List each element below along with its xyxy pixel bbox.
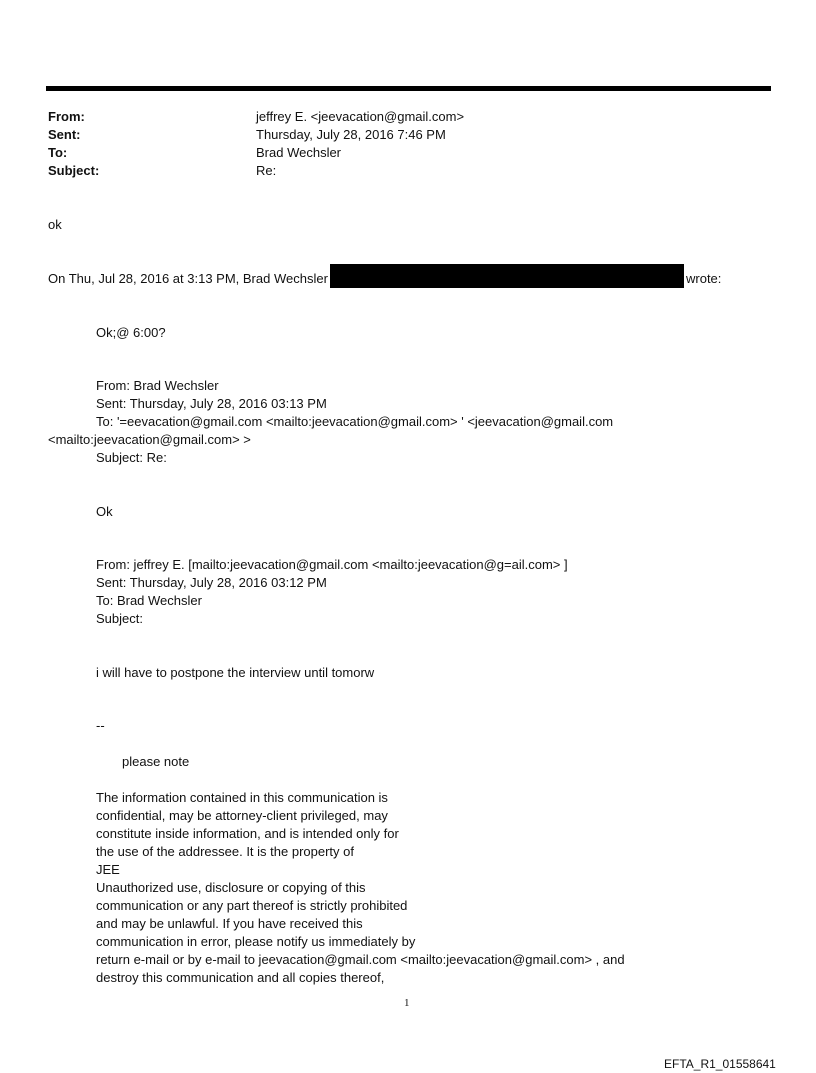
quoted-message-1: Ok;@ 6:00? [96, 325, 166, 340]
disclaimer-line: The information contained in this communication is [96, 790, 388, 805]
signature-separator: -- [96, 718, 105, 733]
sent-label: Sent: [48, 127, 81, 142]
sent-value: Thursday, July 28, 2016 7:46 PM [256, 127, 446, 142]
disclaimer-line: communication or any part thereof is strictly prohibited [96, 898, 408, 913]
from-label: From: [48, 109, 85, 124]
disclaimer-line: Unauthorized use, disclosure or copying of this [96, 880, 366, 895]
document-id: EFTA_R1_01558641 [664, 1057, 776, 1071]
disclaimer-line: destroy this communication and all copies thereof, [96, 970, 385, 985]
reply-text: ok [48, 217, 62, 232]
q3-from: From: jeffrey E. [mailto:jeevacation@gmail.com <mailto:jeevacation@g=ail.com> ] [96, 557, 568, 572]
q2-to-continued: <mailto:jeevacation@gmail.com> > [48, 432, 251, 447]
quote-intro: On Thu, Jul 28, 2016 at 3:13 PM, Brad Wechsler [48, 271, 328, 286]
quote-intro-wrote: wrote: [686, 271, 722, 286]
q3-to: To: Brad Wechsler [96, 593, 202, 608]
disclaimer-line: return e-mail or by e-mail to jeevacation@gmail.com <mailto:jeevacation@gmail.com> , and [96, 952, 625, 967]
q3-sent: Sent: Thursday, July 28, 2016 03:12 PM [96, 575, 327, 590]
from-value: jeffrey E. <jeevacation@gmail.com> [256, 109, 465, 124]
disclaimer-line: communication in error, please notify us immediately by [96, 934, 416, 949]
disclaimer-line: confidential, may be attorney-client privileged, may [96, 808, 388, 823]
disclaimer-line: JEE [96, 862, 120, 877]
signature-note: please note [122, 754, 190, 769]
q2-to: To: '=eevacation@gmail.com <mailto:jeevacation@gmail.com> ' <jeevacation@gmail.com [96, 414, 614, 429]
quoted-message-3: i will have to postpone the interview until tomorw [96, 665, 375, 680]
q3-subject: Subject: [96, 611, 143, 626]
to-value: Brad Wechsler [256, 145, 342, 160]
disclaimer-line: the use of the addressee. It is the property of [96, 844, 354, 859]
q2-subject: Subject: Re: [96, 450, 167, 465]
page-number: 1 [404, 997, 410, 1009]
q2-from: From: Brad Wechsler [96, 378, 219, 393]
redaction-box [330, 264, 684, 288]
header-rule [46, 86, 771, 91]
q2-sent: Sent: Thursday, July 28, 2016 03:13 PM [96, 396, 327, 411]
subject-label: Subject: [48, 163, 100, 178]
disclaimer-line: constitute inside information, and is intended only for [96, 826, 399, 841]
subject-value: Re: [256, 163, 277, 178]
to-label: To: [48, 145, 68, 160]
quoted-message-2: Ok [96, 504, 113, 519]
disclaimer-line: and may be unlawful. If you have received this [96, 916, 363, 931]
